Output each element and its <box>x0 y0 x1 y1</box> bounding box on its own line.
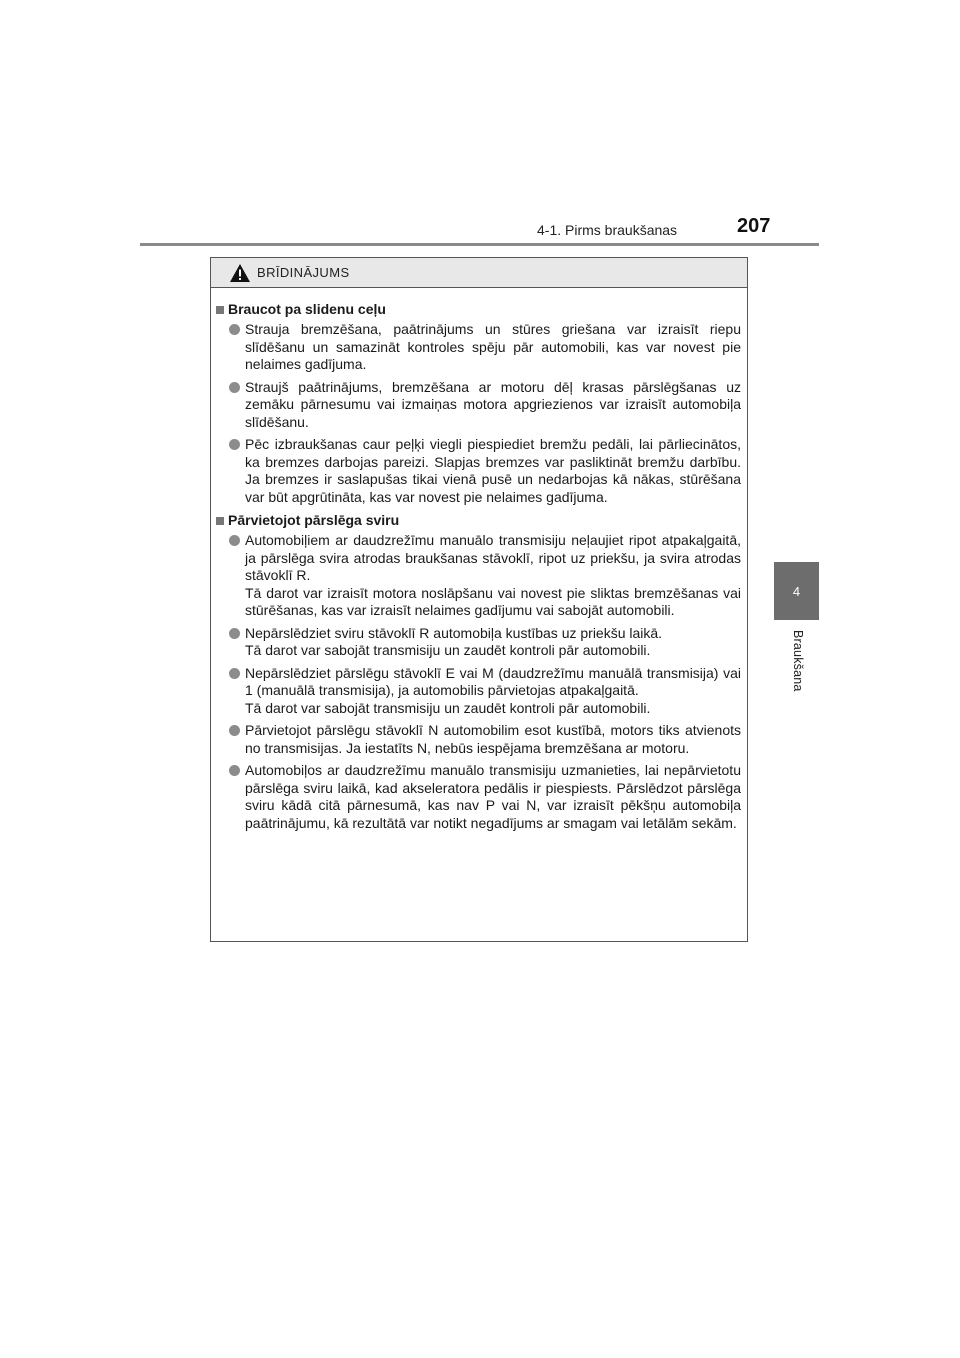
bullet-text: Nepārslēdziet pārslēgu stāvoklī E vai M (daudzrežīmu manuālā transmisija) vai 1 (manuālā transmisija), ja automobilis pārvietojas atpakaļgaitā. Tā darot var sabojāt transmisiju un zaudēt kontroli pār automobili. <box>245 664 741 716</box>
bullet-item <box>216 436 741 506</box>
bullet-text: Straujš paātrinājums, bremzēšana ar motoru dēļ krasas pārslēgšanas uz zemāku pārnesumu vai izmaiņas motora apgriezienos var izraisīt automobiļa slīdēšanu. <box>245 378 741 430</box>
circle-bullet-icon <box>229 668 240 679</box>
square-bullet-icon <box>216 306 224 314</box>
circle-bullet-icon <box>229 628 240 639</box>
header-divider <box>140 243 819 246</box>
circle-bullet-icon <box>229 439 240 450</box>
warning-section <box>216 511 741 832</box>
page-number: 207 <box>737 215 771 237</box>
circle-bullet-icon <box>229 382 240 393</box>
bullet-text: Automobiļos ar daudzrežīmu manuālo transmisiju uzmanieties, lai nepārvietotu pārslēga sviru laikā, kad akseleratora pedālis ir piespiests. Pārslēdzot pārslēga sviru kādā citā pārnesumā, kas nav P vai N, var izraisīt pēkšņu automobiļa paātrinājumu, kā rezultātā var notikt negadījums ar smagam vai letālām sekām. <box>245 762 741 831</box>
chapter-tab <box>774 562 819 620</box>
chapter-label: Braukšana <box>791 630 805 692</box>
section-heading-text: Pārvietojot pārslēga sviru <box>228 512 400 528</box>
warning-header <box>211 258 747 288</box>
bullet-item <box>216 379 741 432</box>
circle-bullet-icon <box>229 765 240 776</box>
warning-triangle-icon <box>229 263 251 283</box>
section-heading <box>216 300 741 319</box>
section-title: 4-1. Pirms braukšanas <box>537 222 678 238</box>
bullet-item <box>216 321 741 374</box>
circle-bullet-icon <box>229 725 240 736</box>
warning-body <box>211 288 747 832</box>
warning-box <box>210 257 748 942</box>
bullet-text: Pārvietojot pārslēgu stāvoklī N automobilim esot kustībā, motors tiks atvienots no transmisijas. Ja iestatīts N, nebūs iespējama bremzēšana ar motoru. <box>245 722 741 756</box>
bullet-item <box>216 665 741 718</box>
bullet-item <box>216 762 741 832</box>
warning-title: BRĪDINĀJUMS <box>257 265 350 280</box>
bullet-text: Nepārslēdziet sviru stāvoklī R automobiļa kustības uz priekšu laikā. Tā darot var sabojāt transmisiju un zaudēt kontroli pār automobili. <box>245 624 663 658</box>
bullet-item <box>216 532 741 620</box>
section-heading <box>216 511 741 530</box>
bullet-text: Strauja bremzēšana, paātrinājums un stūres griešana var izraisīt riepu slīdēšanu un samazināt kontroles spēju pār automobili, kas var novest pie nelaimes gadījuma. <box>245 321 741 372</box>
square-bullet-icon <box>216 517 224 525</box>
bullet-text: Pēc izbraukšanas caur peļķi viegli piespiediet bremžu pedāli, lai pārliecinātos, ka bremzes darbojas pareizi. Slapjas bremzes var pasliktināt bremžu darbību. Ja bremzes ir saslapušas tikai vienā pusē un nedarbojas kā nākas, stūrēšana var būt apgrūtināta, kas var novest pie nelaimes gadījuma. <box>245 436 741 505</box>
bullet-item <box>216 625 741 660</box>
chapter-number: 4 <box>792 583 801 599</box>
bullet-text: Automobiļiem ar daudzrežīmu manuālo transmisiju neļaujiet ripot atpakaļgaitā, ja pārslēga svira atrodas braukšanas stāvoklī, ripot uz priekšu, ja svira atrodas stāvoklī R. Tā darot var izraisīt motora noslāpšanu vai novest pie sliktas bremzēšanas vai stūrēšanas, kas var izraisīt nelaimes gadījumu vai sabojāt automobili. <box>245 532 741 618</box>
section-heading-text: Braucot pa slidenu ceļu <box>228 301 386 317</box>
circle-bullet-icon <box>229 535 240 546</box>
bullet-item <box>216 722 741 757</box>
circle-bullet-icon <box>229 324 240 335</box>
warning-section <box>216 300 741 506</box>
